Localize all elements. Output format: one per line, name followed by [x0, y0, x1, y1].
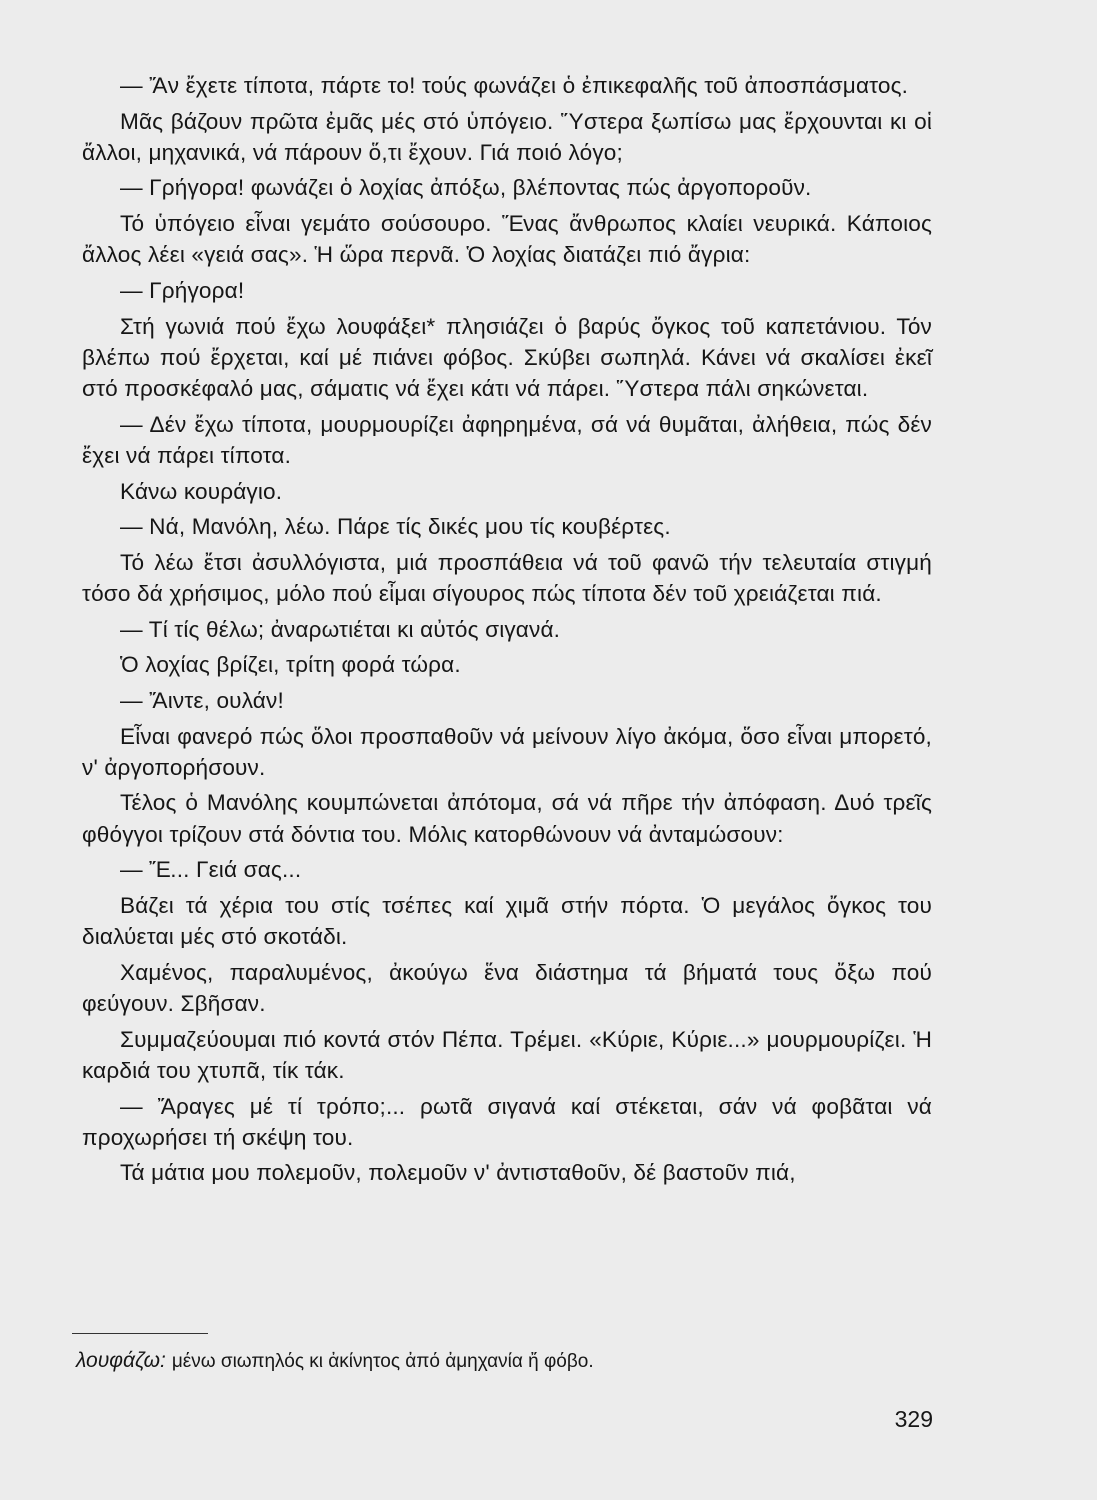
- paragraph: — Δέν ἔχω τίποτα, μουρμουρίζει ἀφηρημένα, σά νά θυμᾶται, ἀλήθεια, πώς δέν ἔχει νά πάρει τίποτα.: [82, 411, 932, 469]
- paragraph: — Τί τίς θέλω; ἀναρωτιέται κι αὐτός σιγανά.: [120, 616, 561, 642]
- paragraph: Εἶναι φανερό πώς ὅλοι προσπαθοῦν νά μείνουν λίγο ἀκόμα, ὅσο εἶναι μπορετό, ν' ἀργοπορήσουν.: [82, 723, 932, 780]
- footnote-term: λουφάζω:: [76, 1349, 166, 1372]
- paragraph: Τό ὑπόγειο εἶναι γεμάτο σούσουρο. Ἕνας ἄνθρωπος κλαίει νευρικά. Κάποιος ἄλλος λέει «γειά σας». Ἡ ὥρα περνᾶ. Ὁ λοχίας διατάζει πιό ἄγρια:: [82, 211, 932, 268]
- paragraph: Τό λέω ἔτσι ἀσυλλόγιστα, μιά προσπάθεια νά τοῦ φανῶ τήν τελευταία στιγμή τόσο δά χρήσιμος, μόλο πού εἶμαι σίγουρος πώς τίποτα δέν τοῦ χρειάζεται πιά.: [82, 549, 932, 607]
- page-number: 329: [894, 1406, 933, 1432]
- paragraph: Βάζει τά χέρια του στίς τσέπες καί χιμᾶ στήν πόρτα. Ὁ μεγάλος ὄγκος του διαλύεται μές στό σκοτάδι.: [82, 892, 932, 950]
- paragraph: Ὁ λοχίας βρίζει, τρίτη φορά τώρα.: [120, 652, 461, 678]
- footnote: [76, 1348, 594, 1375]
- paragraph: — Ἄιντε, ουλάν!: [120, 687, 284, 713]
- paragraph: Μᾶς βάζουν πρῶτα ἐμᾶς μές στό ὑπόγειο. Ὕστερα ξωπίσω μας ἔρχουνται κι οἱ ἄλλοι, μηχανικά, νά πάρουν ὅ,τι ἔχουν. Γιά ποιό λόγο;: [82, 108, 932, 165]
- paragraph: — Γρήγορα!: [120, 277, 245, 303]
- paragraph: — Ἔ... Γειά σας...: [120, 857, 302, 883]
- paragraph: — Ἄν ἔχετε τίποτα, πάρτε το! τούς φωνάζει ὁ ἐπικεφαλῆς τοῦ ἀποσπάσματος.: [120, 73, 909, 98]
- paragraph: Κάνω κουράγιο.: [120, 478, 283, 504]
- paragraph: Στή γωνιά πού ἔχω λουφάξει* πλησιάζει ὁ βαρύς ὄγκος τοῦ καπετάνιου. Τόν βλέπω πού ἔρχεται, καί μέ πιάνει φόβος. Σκύβει σωπηλά. Κάνει νά σκαλίσει ἐκεῖ στό προσκέφαλό μας, σάματις νά ἔχει κάτι νά πάρει. Ὕστερα πάλι σηκώνεται.: [82, 313, 932, 402]
- body-text: [82, 70, 932, 1193]
- paragraph: Χαμένος, παραλυμένος, ἀκούγω ἕνα διάστημα τά βήματά τους ὄξω πού φεύγουν. Σβῆσαν.: [82, 959, 932, 1017]
- paragraph: — Ἄραγες μέ τί τρόπο;... ρωτᾶ σιγανά καί στέκεται, σάν νά φοβᾶται νά προχωρήσει τή σκέψη του.: [82, 1093, 932, 1150]
- paragraph: — Νά, Μανόλη, λέω. Πάρε τίς δικές μου τίς κουβέρτες.: [120, 514, 671, 540]
- paragraph: — Γρήγορα! φωνάζει ὁ λοχίας ἀπόξω, βλέποντας πώς ἀργοποροῦν.: [120, 175, 812, 201]
- footnote-definition: μένω σιωπηλός κι ἀκίνητος ἀπό ἀμηχανία ἤ φόβο.: [171, 1351, 594, 1372]
- footnote-divider: [72, 1333, 208, 1334]
- paragraph: Τέλος ὁ Μανόλης κουμπώνεται ἀπότομα, σά νά πῆρε τήν ἀπόφαση. Δυό τρεῖς φθόγγοι τρίζουν στά δόντια του. Μόλις κατορθώνουν νά ἀνταμώσουν:: [82, 790, 932, 847]
- paragraph: Τά μάτια μου πολεμοῦν, πολεμοῦν ν' ἀντισταθοῦν, δέ βαστοῦν πιά,: [120, 1160, 796, 1186]
- paragraph: Συμμαζεύουμαι πιό κοντά στόν Πέπα. Τρέμει. «Κύριε, Κύριε...» μουρμουρίζει. Ἡ καρδιά του χτυπᾶ, τίκ τάκ.: [82, 1026, 932, 1083]
